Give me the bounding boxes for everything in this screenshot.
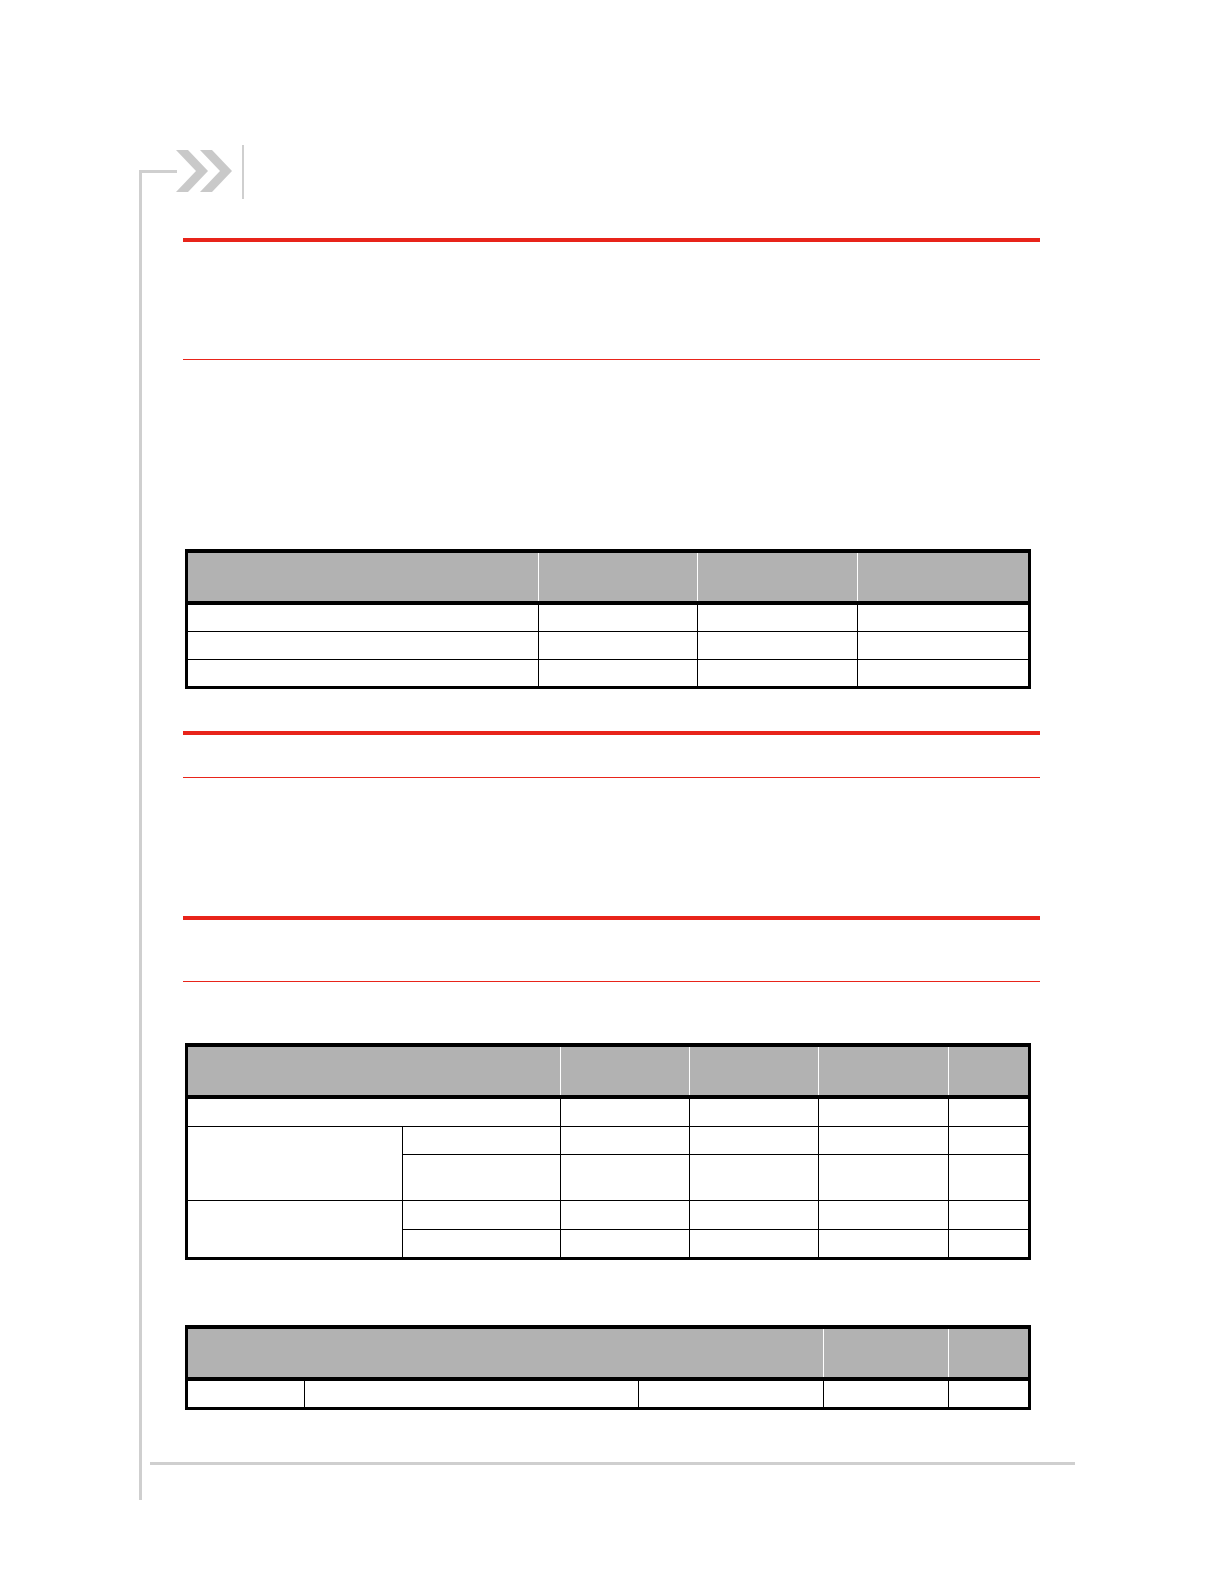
double-chevron-icon [174,148,238,194]
table-cell [403,1154,561,1200]
section-rule-3-bottom [183,981,1040,982]
table-cell [187,1126,403,1200]
table-row [187,1379,1030,1408]
table-3 [185,1325,1031,1410]
table-row [187,1200,1030,1229]
table-cell [403,1200,561,1229]
table-header-cell [824,1327,949,1379]
table-row [187,659,1030,687]
table-cell [561,1154,690,1200]
table-header-row [187,1045,1030,1097]
table-cell [819,1126,949,1154]
table-cell [858,631,1030,659]
table-header-row [187,551,1030,603]
table-header-cell [949,1045,1030,1097]
table-header-cell [187,551,539,603]
table-cell [539,603,698,631]
table-header-cell [949,1327,1030,1379]
table-row [187,1126,1030,1154]
table-row [187,1097,1030,1126]
table-cell [949,1200,1030,1229]
table-cell [698,603,858,631]
table-header-cell [698,551,858,603]
table-cell [858,603,1030,631]
table-2 [185,1043,1031,1260]
table-1 [185,549,1031,689]
table-cell [819,1229,949,1258]
table-cell [949,1126,1030,1154]
table-cell [690,1126,819,1154]
page-footer-line [150,1462,1075,1465]
table-cell [858,659,1030,687]
table-row [187,631,1030,659]
table-cell [698,631,858,659]
table-header-cell [187,1045,561,1097]
table-cell [403,1229,561,1258]
table-cell [690,1097,819,1126]
table-cell [819,1097,949,1126]
table-cell [187,659,539,687]
section-rule-3-top [183,916,1040,920]
table-cell [539,631,698,659]
section-rule-1-bottom [183,359,1040,360]
table-header-cell [819,1045,949,1097]
header-divider [242,145,244,199]
table-header-cell [561,1045,690,1097]
table-cell [824,1379,949,1408]
table-header-row [187,1327,1030,1379]
table-cell [561,1097,690,1126]
table-header-cell [187,1327,824,1379]
table-cell [187,1200,403,1258]
table-cell [690,1229,819,1258]
table-cell [949,1097,1030,1126]
table-cell [561,1126,690,1154]
table-cell [403,1126,561,1154]
section-rule-2-bottom [183,777,1040,778]
page-frame-top-tick [139,170,177,173]
table-cell [819,1200,949,1229]
section-rule-1-top [183,238,1040,242]
table-cell [698,659,858,687]
table-cell [187,1097,561,1126]
table-cell [305,1379,639,1408]
section-rule-2-top [183,731,1040,735]
table-cell [639,1379,824,1408]
table-header-cell [690,1045,819,1097]
table-cell [690,1154,819,1200]
table-cell [187,603,539,631]
table-row [187,603,1030,631]
table-header-cell [858,551,1030,603]
table-cell [187,1379,305,1408]
table-cell [690,1200,819,1229]
table-header-cell [539,551,698,603]
table-cell [561,1200,690,1229]
table-cell [561,1229,690,1258]
table-cell [949,1229,1030,1258]
table-cell [539,659,698,687]
table-cell [819,1154,949,1200]
page-frame-vertical-line [139,170,142,1500]
table-cell [949,1154,1030,1200]
table-cell [187,631,539,659]
table-cell [949,1379,1030,1408]
